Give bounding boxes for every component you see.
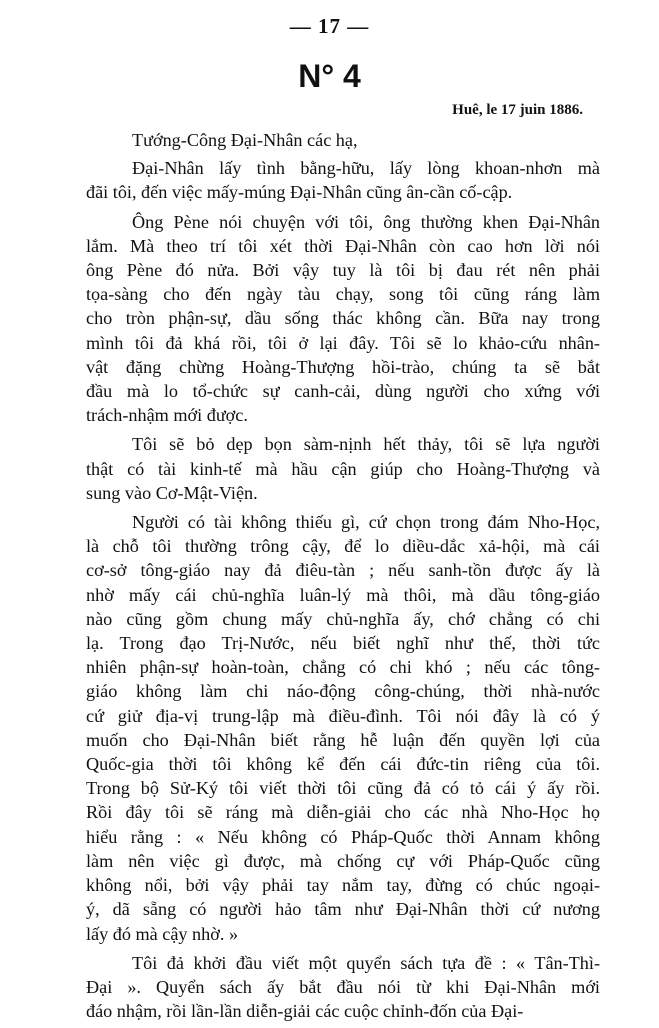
- text-line: lấy đó mà cậy nhờ. »: [86, 923, 239, 944]
- text-line: cho tròn phận-sự, dầu sống thác không cần. Bữa nay trong: [86, 308, 600, 329]
- text-line: ông Pène đó nửa. Bởi vậy tuy là tôi bị đau rét nên phải: [86, 260, 600, 281]
- text-line: đầu mà lo tổ-chức sự canh-cải, dùng người cho xứng với: [86, 381, 600, 402]
- text-line: vật đặng chừng Hoàng-Thượng hồi-trào, chúng ta sẽ bắt: [86, 356, 600, 377]
- salutation: Tướng-Công Đại-Nhân các hạ,: [132, 130, 358, 150]
- text-line: hiểu rằng : « Nếu không có Pháp-Quốc thời Annam không: [86, 826, 600, 847]
- text-line: sung vào Cơ-Mật-Viện.: [86, 482, 258, 503]
- text-line: Người có tài không thiếu gì, cứ chọn trong đám Nho-Học,: [132, 512, 600, 533]
- text-line: làm nên việc gì được, mà chống cự với Pháp-Quốc cũng: [86, 850, 600, 871]
- text-line: đãi tôi, đến việc mấy-múng Đại-Nhân cũng ân-cần cố-cập.: [86, 182, 513, 203]
- text-line: Ông Pène nói chuyện với tôi, ông thường khen Đại-Nhân: [132, 211, 600, 232]
- text-line: cơ-sở tông-giáo nay đả điêu-tàn ; nếu sanh-tồn được ấy là: [86, 560, 600, 581]
- paragraph: [86, 210, 600, 428]
- place-date: Huê, le 17 juin 1886.: [452, 102, 583, 118]
- text-line: lắm. Mà theo trí tôi xét thời Đại-Nhân còn cao hơn lời nói: [86, 235, 600, 256]
- text-line: là chỗ tôi thường trông cậy, để lo diều-dắc xả-hội, mà cái: [86, 536, 600, 557]
- text-line: Quốc-gia thời tôi không kể đến cái đức-tin riêng của tôi.: [86, 754, 600, 775]
- text-line: tọa-sàng cho đến ngày tàu chạy, song tôi cũng ráng làm: [86, 284, 600, 305]
- text-line: Rồi đây tôi sẽ ráng mà diễn-giải cho các nhà Nho-Học họ: [86, 802, 600, 823]
- text-line: nhờ mấy cái chủ-nghĩa luân-lý mà thôi, mà dầu tông-giáo: [86, 584, 600, 605]
- text-line: Đại-Nhân lấy tình bằng-hữu, lấy lòng khoan-nhơn mà: [132, 158, 600, 179]
- text-line: đáo nhậm, rồi lần-lần diễn-giải các cuộc chỉnh-đốn của Đại-: [86, 1001, 524, 1022]
- text-line: thật có tài kinh-tế mà hầu cận giúp cho Hoàng-Thượng và: [86, 458, 600, 479]
- text-line: muốn cho Đại-Nhân biết rằng hễ luận đến quyền lợi của: [86, 729, 600, 750]
- text-line: Đại ». Quyển sách ấy bắt đầu nói từ khi Đại-Nhân mới: [86, 976, 600, 997]
- text-line: Trong bộ Sử-Ký tôi viết thời tôi cũng đả có tỏ cái ý ấy rồi.: [86, 778, 600, 799]
- text-line: lạ. Trong đạo Trị-Nước, nếu biết nghĩ như thế, thời tức: [86, 633, 600, 654]
- letter-number: N° 4: [298, 58, 361, 94]
- text-line: Tôi sẽ bỏ dẹp bọn sàm-nịnh hết thảy, tôi sẽ lựa người: [132, 434, 600, 455]
- text-line: Tôi đả khởi đầu viết một quyển sách tựa đề : « Tân-Thì-: [132, 952, 600, 973]
- text-line: nào cũng gồm chung mấy chủ-nghĩa ấy, chớ chẳng có chi: [86, 608, 600, 629]
- paragraph: [86, 156, 600, 204]
- text-line: giáo không làm chi náo-động công-chúng, thời nhà-nước: [86, 681, 600, 702]
- paragraph: [86, 432, 600, 505]
- text-line: ý, dã sẵng có người hảo tâm như Đại-Nhân thời cứ nương: [86, 899, 600, 920]
- paragraph: [86, 510, 600, 946]
- text-line: cứ giử địa-vị trung-lập mà điều-đình. Tôi nói đây là có ý: [86, 705, 600, 726]
- paragraph: [86, 951, 600, 1024]
- text-line: trách-nhậm mới được.: [86, 405, 248, 426]
- page-number: — 17 —: [289, 14, 370, 38]
- text-line: nhiên phận-sự hoàn-toàn, chẳng có chi khó ; nếu các tông-: [86, 657, 600, 678]
- letter-body: [86, 128, 600, 1028]
- text-line: mình tôi đả khá rồi, tôi ở lại đây. Tôi sẽ lo khảo-cứu nhân-: [86, 332, 600, 353]
- text-line: không nổi, bởi vậy phải tay nắm tay, đừng có chúc ngoại-: [86, 875, 600, 896]
